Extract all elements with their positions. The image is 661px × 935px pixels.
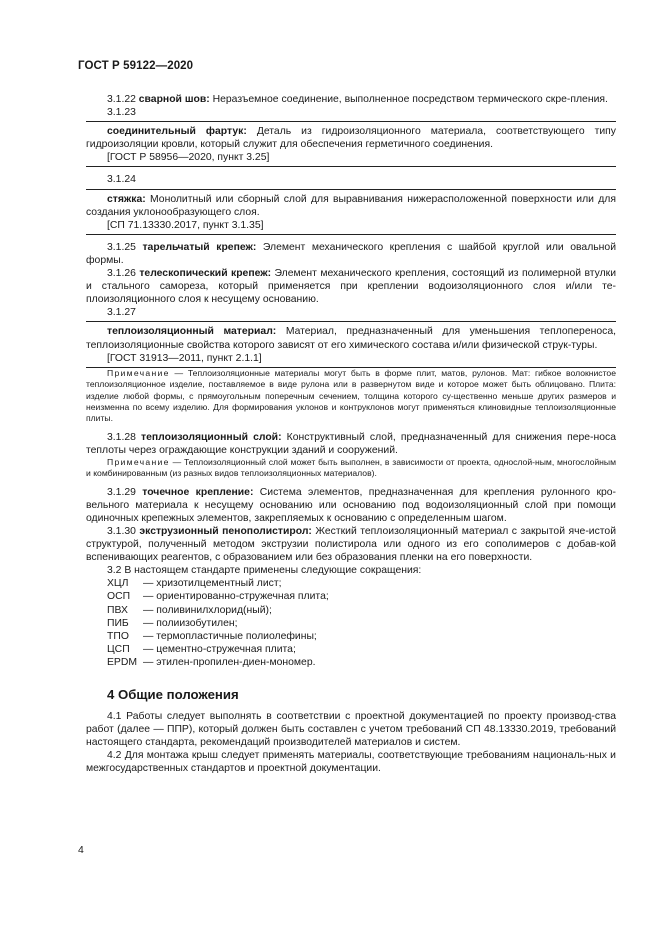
term-name: теплоизоляционный материал: <box>107 326 277 338</box>
term-name: телескопический крепеж: <box>139 268 272 280</box>
term-number: 3.1.28 <box>107 431 136 443</box>
term-definition: Элемент механического крепления с шайбой круглой или овальной формы. <box>86 241 617 266</box>
note-thermal-layer <box>86 457 616 480</box>
term-number: 3.1.30 <box>107 526 136 537</box>
abbreviation-description: — термопластичные полиолефины; <box>143 630 317 642</box>
note-thermal-materials <box>86 368 616 425</box>
abbreviation-description: — ориентированно-стружечная плита; <box>143 591 329 603</box>
term-name: стяжка: <box>107 193 146 205</box>
term-name: точечное крепление: <box>142 486 254 498</box>
abbreviation-code: ПВХ <box>107 604 128 616</box>
abbreviation-code: ЦСП <box>107 643 130 655</box>
term-definition: Элемент механического крепления, состоящий из полимерной втулки и стального самореза, который применяется при креплении водоизоляционного слоя и/или те-плоизоляционного слоя к несущему основанию. <box>86 268 617 306</box>
term-reference: [ГОСТ Р 58956—2020, пункт 3.25] <box>107 152 270 164</box>
term-definition: Деталь из гидроизоляционного материала, соответствующего типу гидроизоляции кровли, который служит для обеспечения герметичного соединения. <box>86 126 616 151</box>
paragraph-4-1: 4.1 Работы следует выполнять в соответствии с проектной документацией по проекту производ-ства работ (далее — ППР), который должен быть составлен с учетом требований СП 48.13330.2019, требований настоящего стандарта, рекомендаций производителей материалов и систем. <box>86 711 616 749</box>
note-label: Примечание <box>107 367 170 378</box>
term-box-3-1-27 <box>86 321 616 367</box>
abbreviation-code: ТПО <box>107 630 129 642</box>
term-3-1-25 <box>86 241 616 267</box>
term-name: сварной шов: <box>138 94 210 105</box>
abbreviation-description: — поливинилхлорид(ный); <box>143 604 272 616</box>
term-box-3-1-23 <box>86 121 616 167</box>
document-header: ГОСТ Р 59122—2020 <box>78 60 194 72</box>
abbreviation-code: ХЦЛ <box>107 578 129 590</box>
term-definition: Жесткий теплоизоляционный материал с закрытой яче-истой структурой, полученный методом экструзии полистирола или одного из его сополимеров с добав-кой вспенивающих реагентов, с образованием или без образования пленки на его поверхности. <box>86 526 617 564</box>
page-number: 4 <box>78 845 84 856</box>
term-definition: Система элементов, предназначенная для крепления рулонного кро-вельного материала к несущему основанию или основанию под водоизоляционный слой при помощи одиночных крепежных элементов, закрепляемых к основанию с определенным шагом. <box>86 486 617 524</box>
note-text: — Теплоизоляционный слой может быть выполнен, в зависимости от проекта, однослой-ным, многослойным и комбинированным (из разных видов теплоизоляционных материалов). <box>86 456 616 479</box>
note-label: Примечание <box>107 456 170 467</box>
abbreviation-item <box>107 656 616 669</box>
term-number: 3.1.29 <box>107 486 136 498</box>
abbreviation-code: EPDM <box>107 656 138 668</box>
term-reference: [ГОСТ 31913—2011, пункт 2.1.1] <box>107 352 262 364</box>
term-3-1-29 <box>86 486 616 525</box>
term-definition: Материал, предназначенный для уменьшения теплопереноса, теплоизоляционные свойства которого зависят от его химического состава и/или физической струк-туры. <box>86 326 616 351</box>
document-body <box>86 93 616 776</box>
abbreviation-description: — хризотилцементный лист; <box>143 578 282 590</box>
abbreviation-description: — цементно-стружечная плита; <box>143 643 296 655</box>
term-3-1-28 <box>86 431 616 457</box>
abbreviation-item <box>107 643 616 656</box>
term-name: соединительный фартук: <box>107 126 247 138</box>
term-name: экструзионный пенополистирол: <box>139 526 312 537</box>
term-definition: Неразъемное соединение, выполненное посредством термического скре-пления. <box>212 94 608 105</box>
abbreviation-item <box>107 590 616 603</box>
abbreviation-item <box>107 630 616 643</box>
abbreviation-code: ОСП <box>107 591 131 603</box>
abbreviation-item <box>107 577 616 590</box>
term-name: тарельчатый крепеж: <box>142 241 257 253</box>
term-name: теплоизоляционный слой: <box>141 431 282 443</box>
term-number: 3.1.24 <box>107 174 136 186</box>
abbreviation-item <box>107 604 616 617</box>
term-definition: Конструктивный слой, предназначенный для снижения пере-носа теплоты через ограждающие конструкции зданий и сооружений. <box>86 431 617 456</box>
abbreviation-description: — полиизобутилен; <box>143 617 238 629</box>
abbreviation-item <box>107 617 616 630</box>
section-title: 4 Общие положения <box>107 687 239 703</box>
note-text: — Теплоизоляционные материалы могут быть в форме плит, матов, рулонов. Мат: гибкое волокнистое теплоизоляционное изделие, поставляемое в виде рулона или в развернутом виде и которое может быть облицовано. Плита: изделие любой формы, с прямоугольным поперечным сечением, толщина которого су-щественно меньше других размеров и неизменна по всему изделию. Для формирования уклонов и контруклонов могут применяться клиновидные теплоизоляционные плиты. <box>86 367 616 424</box>
term-number: 3.1.27 <box>107 307 136 319</box>
paragraph-4-2: 4.2 Для монтажа крыш следует применять материалы, соответствующие требованиям националь-ных и межгосударственных стандартов и проектной документации. <box>86 750 616 775</box>
abbreviations-list <box>107 577 616 669</box>
term-number: 3.1.26 <box>107 268 136 280</box>
term-3-1-26 <box>86 267 616 306</box>
term-definition: Монолитный или сборный слой для выравнивания нижерасположенной поверхности или для создания уклонообразующего слоя. <box>86 193 616 218</box>
term-3-1-30 <box>86 525 616 564</box>
term-box-3-1-24 <box>86 189 616 235</box>
abbreviations-intro: 3.2 В настоящем стандарте применены следующие сокращения: <box>107 565 422 577</box>
term-number: 3.1.25 <box>107 241 136 253</box>
term-number: 3.1.22 <box>107 94 136 105</box>
term-number: 3.1.23 <box>107 107 136 119</box>
term-reference: [СП 71.13330.2017, пункт 3.1.35] <box>107 219 264 231</box>
abbreviation-description: — этилен-пропилен-диен-мономер. <box>143 656 316 668</box>
abbreviation-code: ПИБ <box>107 617 129 629</box>
term-3-1-22 <box>86 93 616 106</box>
